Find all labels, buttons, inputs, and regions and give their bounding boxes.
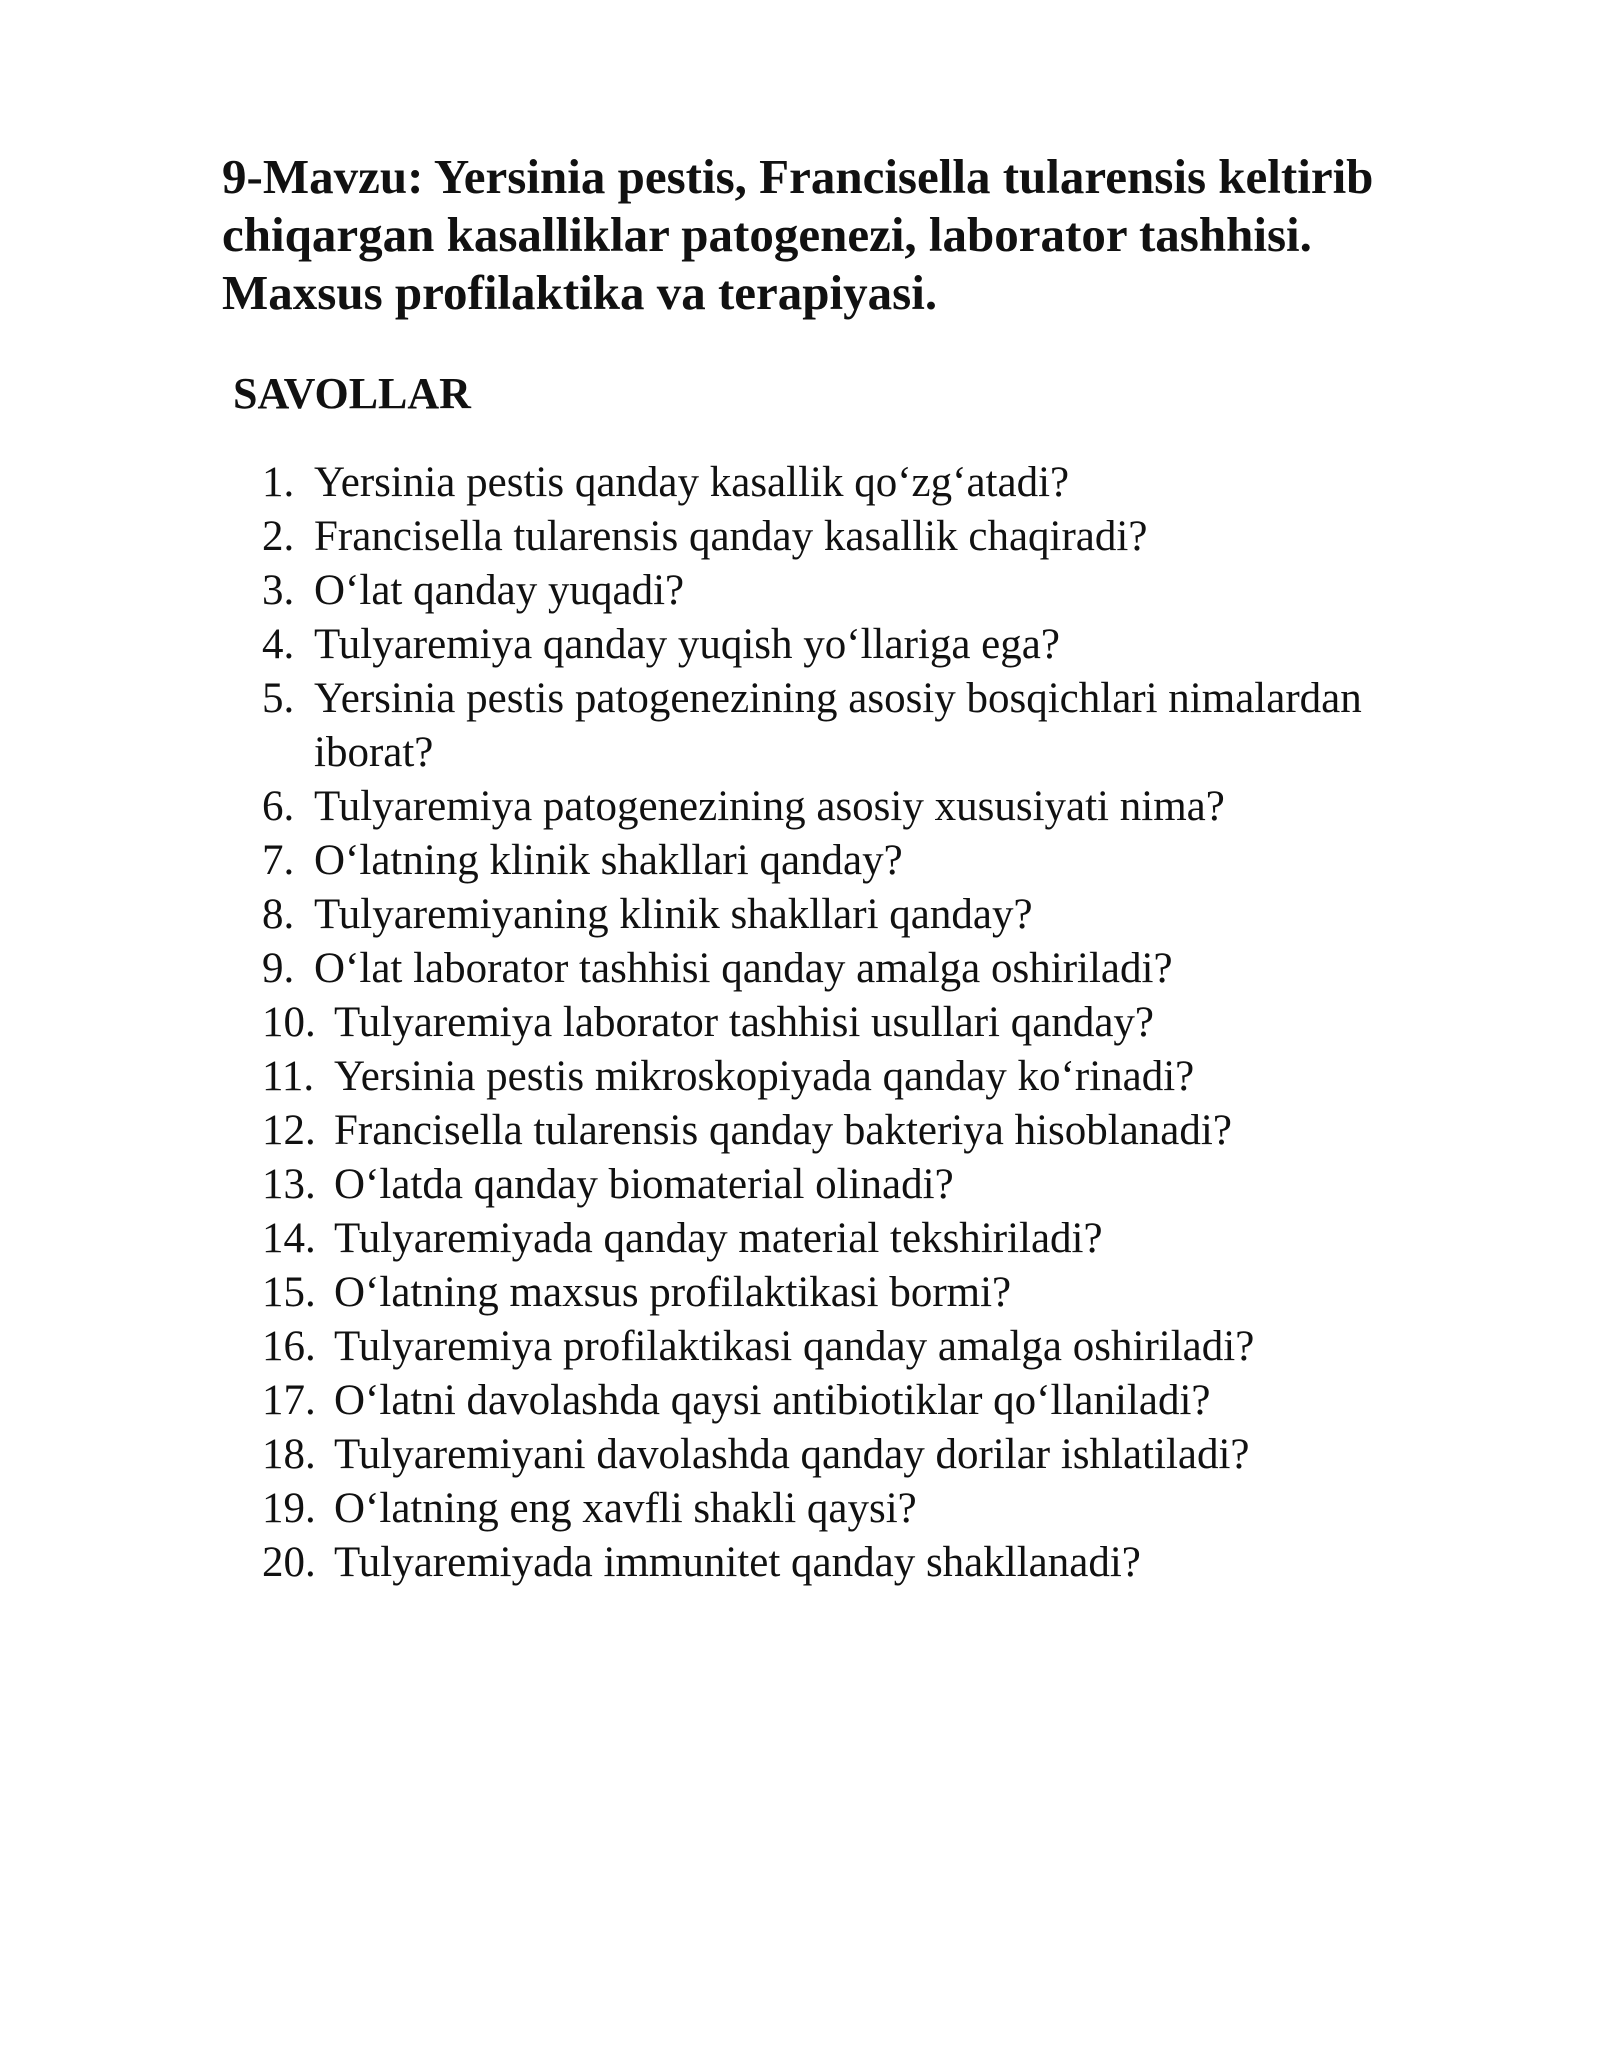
question-text-line: O‘latning eng xavfli shakli qaysi? [334,1485,917,1532]
question-number: 7. [262,837,295,884]
question-text [314,618,1562,672]
question-text-line: Francisella tularensis qanday kasallik chaqiradi? [314,513,1148,560]
question-item [262,672,1562,780]
question-text-line: O‘latning maxsus profilaktikasi bormi? [334,1269,1012,1316]
question-item [262,1266,1562,1320]
question-item [262,888,1562,942]
question-item [262,1104,1562,1158]
question-text [314,834,1562,888]
question-text [334,1050,1562,1104]
question-text-line: Tulyaremiya laborator tashhisi usullari qanday? [334,999,1155,1046]
question-text-line: Tulyaremiyada qanday material tekshiriladi? [334,1215,1103,1262]
question-item [262,780,1562,834]
question-number: 2. [262,513,295,560]
question-number: 6. [262,783,295,830]
question-text [334,1266,1562,1320]
question-text-line: Francisella tularensis qanday bakteriya hisoblanadi? [334,1107,1232,1154]
question-number: 10. [262,999,316,1046]
question-text-line: iborat? [314,729,434,776]
question-text-line: Tulyaremiya patogenezining asosiy xususiyati nima? [314,783,1225,830]
question-number: 17. [262,1377,316,1424]
question-number: 5. [262,675,295,722]
question-list [262,456,1562,1590]
question-item [262,1428,1562,1482]
question-number: 18. [262,1431,316,1478]
question-text [314,780,1562,834]
question-item [262,942,1562,996]
question-text-line: Tulyaremiya profilaktikasi qanday amalga oshiriladi? [334,1323,1255,1370]
question-text [334,1536,1562,1590]
question-item [262,618,1562,672]
question-text [314,672,1562,780]
question-number: 9. [262,945,295,992]
question-text [314,942,1562,996]
question-item [262,1212,1562,1266]
question-text-line: Yersinia pestis mikroskopiyada qanday ko‘rinadi? [334,1053,1195,1100]
question-item [262,1320,1562,1374]
question-text [334,1428,1562,1482]
question-text-line: O‘latning klinik shakllari qanday? [314,837,903,884]
question-number: 14. [262,1215,316,1262]
question-text [334,1158,1562,1212]
question-text-line: Yersinia pestis qanday kasallik qo‘zg‘atadi? [314,459,1070,506]
question-item [262,456,1562,510]
question-text [314,510,1562,564]
question-text-line: O‘latda qanday biomaterial olinadi? [334,1161,954,1208]
question-text-line: Yersinia pestis patogenezining asosiy bosqichlari nimalardan [314,675,1362,722]
question-number: 16. [262,1323,316,1370]
question-item [262,1050,1562,1104]
question-number: 13. [262,1161,316,1208]
section-heading: SAVOLLAR [233,369,471,418]
question-number: 4. [262,621,295,668]
question-text-line: Tulyaremiyaning klinik shakllari qanday? [314,891,1033,938]
question-number: 3. [262,567,295,614]
question-text-line: Tulyaremiyada immunitet qanday shakllanadi? [334,1539,1141,1586]
question-number: 8. [262,891,295,938]
question-text-line: O‘lat qanday yuqadi? [314,567,685,614]
question-text [334,1212,1562,1266]
question-text [334,1320,1562,1374]
question-text [334,996,1562,1050]
question-text [314,456,1562,510]
question-text-line: O‘latni davolashda qaysi antibiotiklar qo‘llaniladi? [334,1377,1211,1424]
question-item [262,564,1562,618]
question-item [262,1158,1562,1212]
question-item [262,996,1562,1050]
question-number: 11. [262,1053,315,1100]
question-item [262,1482,1562,1536]
question-text [334,1374,1562,1428]
question-text [334,1104,1562,1158]
title-line: chiqargan kasalliklar patogenezi, laborator tashhisi. [222,207,1312,262]
question-item [262,1374,1562,1428]
title-line: 9-Mavzu: Yersinia pestis, Francisella tularensis keltirib [222,149,1374,204]
title-line: Maxsus profilaktika va terapiyasi. [222,265,938,320]
document-title [222,148,1522,322]
question-text-line: Tulyaremiya qanday yuqish yo‘llariga ega? [314,621,1060,668]
question-number: 1. [262,459,295,506]
question-text [334,1482,1562,1536]
question-item [262,834,1562,888]
question-text [314,564,1562,618]
question-text-line: Tulyaremiyani davolashda qanday dorilar ishlatiladi? [334,1431,1250,1478]
question-number: 15. [262,1269,316,1316]
question-number: 20. [262,1539,316,1586]
question-item [262,1536,1562,1590]
question-text [314,888,1562,942]
question-text-line: O‘lat laborator tashhisi qanday amalga oshiriladi? [314,945,1173,992]
question-number: 19. [262,1485,316,1532]
question-number: 12. [262,1107,316,1154]
question-item [262,510,1562,564]
